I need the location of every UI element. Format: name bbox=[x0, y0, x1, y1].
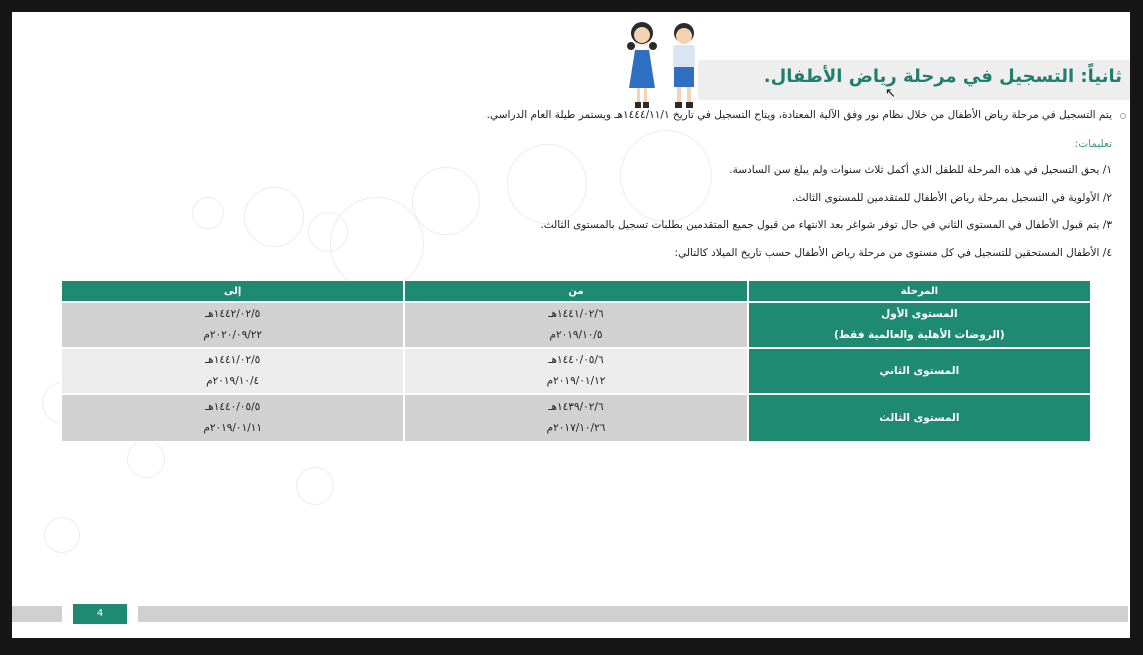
table-row bbox=[61, 394, 1091, 442]
decor-circle bbox=[296, 467, 334, 505]
decor-circle bbox=[412, 167, 480, 235]
to-gregorian: ٢٠١٩/٠١/١١م bbox=[203, 422, 263, 434]
from-gregorian: ٢٠١٩/٠١/١٢م bbox=[546, 375, 606, 387]
slide bbox=[12, 12, 1130, 638]
stage-name: المستوى الثاني bbox=[879, 364, 960, 377]
decor-circle bbox=[244, 187, 304, 247]
instruction-item: ١/ يحق التسجيل في هذه المرحلة للطفل الذي أكمل ثلاث سنوات ولم يبلغ سن السادسة. bbox=[729, 164, 1112, 176]
table-row bbox=[61, 348, 1091, 394]
decor-circle bbox=[192, 197, 224, 229]
section-title: ثانياً: التسجيل في مرحلة رياض الأطفال. bbox=[763, 66, 1122, 87]
stage-note: (الروضات الأهلية والعالمية فقط) bbox=[833, 329, 1005, 341]
header-stage: المرحلة bbox=[748, 281, 1091, 302]
boy-figure bbox=[673, 23, 695, 108]
decor-circle bbox=[507, 144, 587, 224]
stage-cell bbox=[748, 348, 1091, 394]
stage-name: المستوى الثالث bbox=[879, 411, 960, 424]
to-hijri: ١٤٤٠/٠٥/٥هـ bbox=[205, 401, 261, 413]
to-hijri: ١٤٤١/٠٢/٥هـ bbox=[205, 354, 261, 366]
decor-circle bbox=[44, 517, 80, 553]
decor-circle bbox=[127, 440, 165, 478]
from-gregorian: ٢٠١٩/١٠/٥م bbox=[549, 329, 603, 341]
table-row bbox=[61, 302, 1091, 348]
registration-table bbox=[60, 281, 1092, 443]
to-cell bbox=[61, 302, 404, 348]
stage-cell bbox=[748, 394, 1091, 442]
to-gregorian: ٢٠٢٠/٠٩/٢٢م bbox=[203, 329, 263, 341]
stage-name: المستوى الأول bbox=[881, 308, 958, 320]
instruction-item: ٤/ الأطفال المستحقين للتسجيل في كل مستوى من مرحلة رياض الأطفال حسب تاريخ الميلاد كالتالي: bbox=[674, 247, 1112, 259]
page-number: 4 bbox=[73, 604, 127, 624]
intro-paragraph: يتم التسجيل في مرحلة رياض الأطفال من خلال نظام نور وفق الآلية المعتادة، ويتاح التسجيل في تاريخ ١٤٤٤/١١/١هـ ويستمر طيلة العام الدراسي. bbox=[486, 109, 1112, 121]
from-cell bbox=[404, 302, 747, 348]
table-header-row bbox=[61, 281, 1091, 302]
instruction-item: ٢/ الأولوية في التسجيل بمرحلة رياض الأطفال للمتقدمين للمستوى الثالث. bbox=[791, 192, 1112, 204]
mouse-cursor-icon: ↖ bbox=[885, 86, 896, 101]
kids-illustration bbox=[622, 18, 712, 114]
to-hijri: ١٤٤٢/٠٢/٥هـ bbox=[205, 308, 261, 320]
header-from: من bbox=[404, 281, 747, 302]
to-gregorian: ٢٠١٩/١٠/٤م bbox=[206, 375, 260, 387]
to-cell bbox=[61, 348, 404, 394]
to-cell bbox=[61, 394, 404, 442]
footer-bar-left bbox=[12, 606, 62, 622]
from-hijri: ١٤٤١/٠٢/٦هـ bbox=[548, 308, 604, 320]
decor-circle bbox=[330, 197, 424, 291]
from-hijri: ١٤٣٩/٠٢/٦هـ bbox=[548, 401, 604, 413]
from-cell bbox=[404, 348, 747, 394]
stage-cell bbox=[748, 302, 1091, 348]
from-gregorian: ٢٠١٧/١٠/٢٦م bbox=[546, 422, 606, 434]
girl-figure bbox=[627, 22, 657, 108]
instruction-item: ٣/ يتم قبول الأطفال في المستوى الثاني في حال توفر شواغر بعد الانتهاء من قبول جميع المتقدمين بطلبات تسجيل بالمستوى الثالث. bbox=[540, 219, 1112, 231]
from-cell bbox=[404, 394, 747, 442]
from-hijri: ١٤٤٠/٠٥/٦هـ bbox=[548, 354, 604, 366]
footer-bar-right bbox=[138, 606, 1128, 622]
header-to: إلى bbox=[61, 281, 404, 302]
bullet-icon bbox=[1120, 113, 1126, 119]
instructions-heading: تعليمات: bbox=[1074, 138, 1112, 150]
decor-circle bbox=[620, 130, 712, 222]
